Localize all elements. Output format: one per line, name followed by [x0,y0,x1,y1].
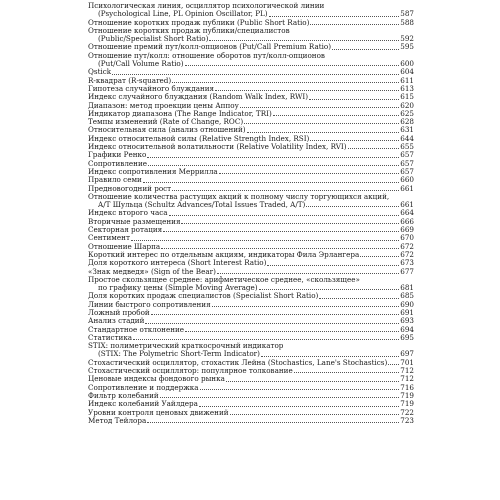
leader-dots [160,397,400,398]
toc-entry-title: Индекс сопротивления Меррилла [88,167,218,176]
toc-entry-title: Доля короткого интереса (Short Interest Ratio) [88,259,267,268]
toc-entry-title: Секторная ротация [88,226,163,235]
toc-entry-line [88,375,414,383]
toc-entry [88,2,414,19]
toc-entry-line [88,118,414,126]
toc-entry-line [88,35,414,43]
toc-entry-line [88,317,414,325]
toc-entry-line [88,276,414,284]
toc-page-number: 628 [400,117,414,127]
toc-entry [88,102,414,110]
toc-entry-title: Линии быстрого сопротивления [88,300,211,309]
toc-page-number: 595 [400,42,414,52]
toc-page-number: 592 [400,34,414,44]
toc-entry [88,301,414,309]
toc-entry-line [88,367,414,375]
leader-dots [244,123,399,124]
toc-entry [88,226,414,234]
toc-entry [88,176,414,184]
toc-entry-title: Стохастический осциллятор, стохастик Лейна (Stochastics, Lane's Stochastics) [88,358,388,367]
leader-dots [163,231,399,232]
leader-dots [215,90,399,91]
toc-entry-title: Индекс колебаний Уайлдера [88,400,198,409]
toc-entry-line [88,93,414,101]
toc-entry-title: Отношение коротких продаж публики (Public Short Ratio) [88,18,310,27]
toc-entry-title: STIX: полиметрический краткосрочный индикатор [88,342,284,351]
toc-page-number: 657 [400,158,414,168]
toc-entry-title: Отношение коротких продаж публики/специалистов [88,26,290,35]
toc-entry [88,375,414,383]
toc-page-number: 613 [400,83,414,93]
toc-entry-line [88,243,414,251]
toc-entry-line [88,10,414,18]
toc-entry [88,334,414,342]
toc-page-number: 701 [400,357,414,367]
toc-entry-title: Отношение количества растущих акций к полному числу торгующихся акций, [88,192,390,201]
toc-entry [88,135,414,143]
toc-page-number: 712 [400,374,414,384]
toc-entry [88,110,414,118]
toc-page-number: 716 [400,382,414,392]
toc-entry [88,409,414,417]
toc-page-number: 631 [400,125,414,135]
toc-entry-title: по графику цены (Simple Moving Average) [98,284,258,293]
toc-entry-line [88,218,414,226]
leader-dots [267,265,399,266]
toc-page-number: 660 [400,175,414,185]
toc-entry-title: Стандартное отклонение [88,325,185,334]
toc-entry [88,317,414,325]
toc-entry [88,143,414,151]
toc-entry [88,218,414,226]
toc-page-number: 625 [400,108,414,118]
toc-page-number: 694 [400,324,414,334]
toc-entry-line [88,409,414,417]
toc-entry-line [88,334,414,342]
toc-entry-line [88,268,414,276]
leader-dots [145,323,399,324]
leader-dots [181,223,399,224]
toc-entry-title: Правило семи [88,176,142,185]
toc-entry [88,367,414,375]
toc-entry-line [88,60,414,68]
toc-entry-title: Индекс относительной силы (Relative Strength Index, RSI) [88,134,310,143]
leader-dots [388,364,399,365]
toc-entry-line [88,135,414,143]
toc-entry-line [88,52,414,60]
toc-entry [88,27,414,44]
toc-entry-title: A/T Шульца (Schultz Advances/Total Issues Traded, A/T) [98,201,306,210]
toc-entry [88,359,414,367]
toc-entry [88,268,414,276]
toc-entry-title: (Psychological Line, PL Opinion Oscillator, PL) [98,10,268,19]
toc-entry-title: Метод Тейлора [88,416,147,425]
toc-entry [88,392,414,400]
toc-entry-line [88,193,414,201]
toc-entry [88,85,414,93]
toc-page-number: 681 [400,283,414,293]
toc-entry-line [88,201,414,209]
leader-dots [226,381,399,382]
toc-entry-title: (STIX: The Polymetric Short-Term Indicator) [98,350,260,359]
leader-dots [147,422,399,423]
toc-entry-title: Индекс второго часа [88,209,168,218]
toc-entry-line [88,342,414,350]
leader-dots [148,165,399,166]
toc-page-number: 661 [400,200,414,210]
leader-dots [273,115,400,116]
leader-dots [310,140,399,141]
toc-page-number: 722 [400,407,414,417]
toc-entry-title: Гипотеза случайного блуждания [88,84,215,93]
toc-entry-line [88,259,414,267]
leader-dots [332,49,399,50]
leader-dots [112,74,399,75]
toc-entry-line [88,384,414,392]
toc-entry-title: Отношение пут/колл: отношение оборотов пут/колл-опционов [88,51,325,60]
toc-page-number: 644 [400,133,414,143]
leader-dots [172,190,399,191]
toc-entry-line [88,400,414,408]
toc-entry [88,151,414,159]
toc-page-number: 664 [400,208,414,218]
toc-entry [88,234,414,242]
toc-entry-title: Относительная сила (анализ отношений) [88,126,246,135]
toc-entry [88,342,414,359]
toc-page-number: 677 [400,266,414,276]
toc-page-number: 685 [400,291,414,301]
toc-entry-title: Графики Ренко [88,151,147,160]
toc-entry-title: Психологическая линия, осциллятор психологической линии [88,2,325,10]
toc-entry-title: Отношение премий пут/колл-опционов (Put/Call Premium Ratio) [88,43,332,52]
toc-entry-line [88,19,414,27]
leader-dots [259,289,400,290]
leader-dots [209,40,399,41]
leader-dots [161,248,399,249]
toc-entry [88,193,414,210]
toc-page-number: 672 [400,241,414,251]
toc-entry [88,19,414,27]
toc-page-number: 661 [400,183,414,193]
toc-entry-title: Фильтр колебаний [88,391,159,400]
toc-entry-line [88,85,414,93]
leader-dots [348,148,400,149]
toc-page-number: 657 [400,166,414,176]
leader-dots [261,356,399,357]
toc-entry-title: Сентимент [88,234,130,243]
toc-entry [88,43,414,51]
toc-page-number: 666 [400,216,414,226]
leader-dots [200,389,400,390]
toc-entry-line [88,160,414,168]
toc-page-number: 690 [400,299,414,309]
toc-entry-title: Уровни контроля ценовых движений [88,408,229,417]
leader-dots [319,298,399,299]
toc-page-number: 588 [400,17,414,27]
toc-entry-title: R-квадрат (R-squared) [88,76,172,85]
toc-page-number: 693 [400,316,414,326]
toc-entry [88,118,414,126]
toc-entry-title: Сопротивление и поддержка [88,383,199,392]
leader-dots [219,173,400,174]
toc-entry [88,93,414,101]
toc-page-number: 611 [400,75,414,85]
toc-entry-title: Qstick [88,68,112,77]
toc-entry-line [88,326,414,334]
toc-entry-line [88,359,414,367]
leader-dots [247,132,400,133]
toc-entry [88,309,414,317]
toc-entry-line [88,309,414,317]
table-of-contents [88,2,414,425]
toc-page-number: 697 [400,349,414,359]
toc-entry-line [88,209,414,217]
toc-entry-title: Темпы изменений (Rate of Change, ROC) [88,118,244,127]
toc-entry-line [88,43,414,51]
toc-entry-line [88,68,414,76]
leader-dots [212,306,400,307]
toc-page-number: 695 [400,332,414,342]
toc-page-number: 719 [400,390,414,400]
toc-entry [88,243,414,251]
toc-entry [88,276,414,293]
toc-page-number: 712 [400,366,414,376]
toc-entry [88,185,414,193]
toc-page-number: 620 [400,100,414,110]
toc-entry-title: Отношение Шарпа [88,242,161,251]
leader-dots [131,240,399,241]
toc-entry-title: «Знак медведя» (Sign of the Bear) [88,267,216,276]
toc-entry-line [88,392,414,400]
toc-page-number: 615 [400,92,414,102]
toc-page-number: 691 [400,307,414,317]
toc-entry [88,259,414,267]
leader-dots [360,256,399,257]
toc-entry-title: Анализ стадий [88,317,145,326]
toc-entry-line [88,27,414,35]
toc-entry-line [88,292,414,300]
toc-entry [88,77,414,85]
toc-entry-title: Вторичные размещения [88,217,181,226]
toc-entry-line [88,151,414,159]
leader-dots [310,24,399,25]
toc-entry-title: Индекс случайного блуждания (Random Walk Index, RWI) [88,93,309,102]
toc-entry-line [88,226,414,234]
toc-entry-line [88,417,414,425]
leader-dots [294,372,400,373]
toc-entry [88,168,414,176]
toc-entry-line [88,350,414,358]
toc-entry-title: Индекс относительной волатильности (Relative Volatility Index, RVI) [88,143,347,152]
toc-entry-line [88,143,414,151]
leader-dots [172,82,399,83]
toc-page-number: 719 [400,399,414,409]
leader-dots [230,414,400,415]
toc-entry [88,292,414,300]
toc-page-number: 723 [400,415,414,425]
leader-dots [306,206,399,207]
leader-dots [151,314,400,315]
toc-entry-title: Предновогодний рост [88,184,172,193]
toc-entry-line [88,284,414,292]
toc-entry-line [88,2,414,10]
toc-entry-title: Ложный пробой [88,308,150,317]
toc-entry [88,160,414,168]
toc-page-number: 673 [400,258,414,268]
toc-entry-title: Сопротивление [88,159,148,168]
leader-dots [185,331,399,332]
toc-entry [88,209,414,217]
leader-dots [217,273,399,274]
leader-dots [185,65,400,66]
toc-page-number: 670 [400,233,414,243]
leader-dots [309,99,399,100]
toc-entry-line [88,185,414,193]
leader-dots [240,107,399,108]
toc-entry-line [88,77,414,85]
toc-entry [88,52,414,69]
leader-dots [199,406,399,407]
toc-entry [88,417,414,425]
toc-entry-line [88,126,414,134]
toc-entry-title: Доля коротких продаж специалистов (Specialist Short Ratio) [88,292,319,301]
toc-entry-line [88,102,414,110]
leader-dots [169,215,400,216]
toc-entry-line [88,168,414,176]
leader-dots [133,339,399,340]
toc-page-number: 655 [400,142,414,152]
toc-entry-title: Статистика [88,333,133,342]
toc-entry-line [88,176,414,184]
toc-page-number: 672 [400,249,414,259]
toc-entry [88,68,414,76]
toc-entry-title: Простое скользящее среднее: арифметическое среднее, «скользящее» [88,275,360,284]
toc-entry-line [88,301,414,309]
toc-page-number: 657 [400,150,414,160]
toc-entry-line [88,110,414,118]
toc-entry-title: (Put/Call Volume Ratio) [98,60,184,69]
toc-entry-line [88,251,414,259]
leader-dots [269,16,400,17]
toc-entry [88,251,414,259]
toc-entry [88,384,414,392]
toc-page-number: 604 [400,67,414,77]
toc-entry-line [88,234,414,242]
toc-entry [88,400,414,408]
toc-page-number: 587 [400,9,414,19]
toc-entry-title: (Public/Specialist Short Ratio) [98,35,209,44]
leader-dots [147,157,399,158]
toc-entry-title: Диапазон: метод проекции цены Аппоу [88,101,239,110]
toc-page-number: 600 [400,59,414,69]
toc-page-number: 669 [400,225,414,235]
toc-entry [88,126,414,134]
toc-entry-title: Индикатор диапазона (The Range Indicator, TRI) [88,109,272,118]
toc-entry-title: Стохастический осциллятор: популярное толкование [88,367,293,376]
toc-entry [88,326,414,334]
toc-entry-title: Короткий интерес по отдельным акциям, индикаторы Фила Эрлангера [88,250,360,259]
leader-dots [143,182,399,183]
toc-entry-title: Ценовые индексы фондового рынка [88,375,225,384]
